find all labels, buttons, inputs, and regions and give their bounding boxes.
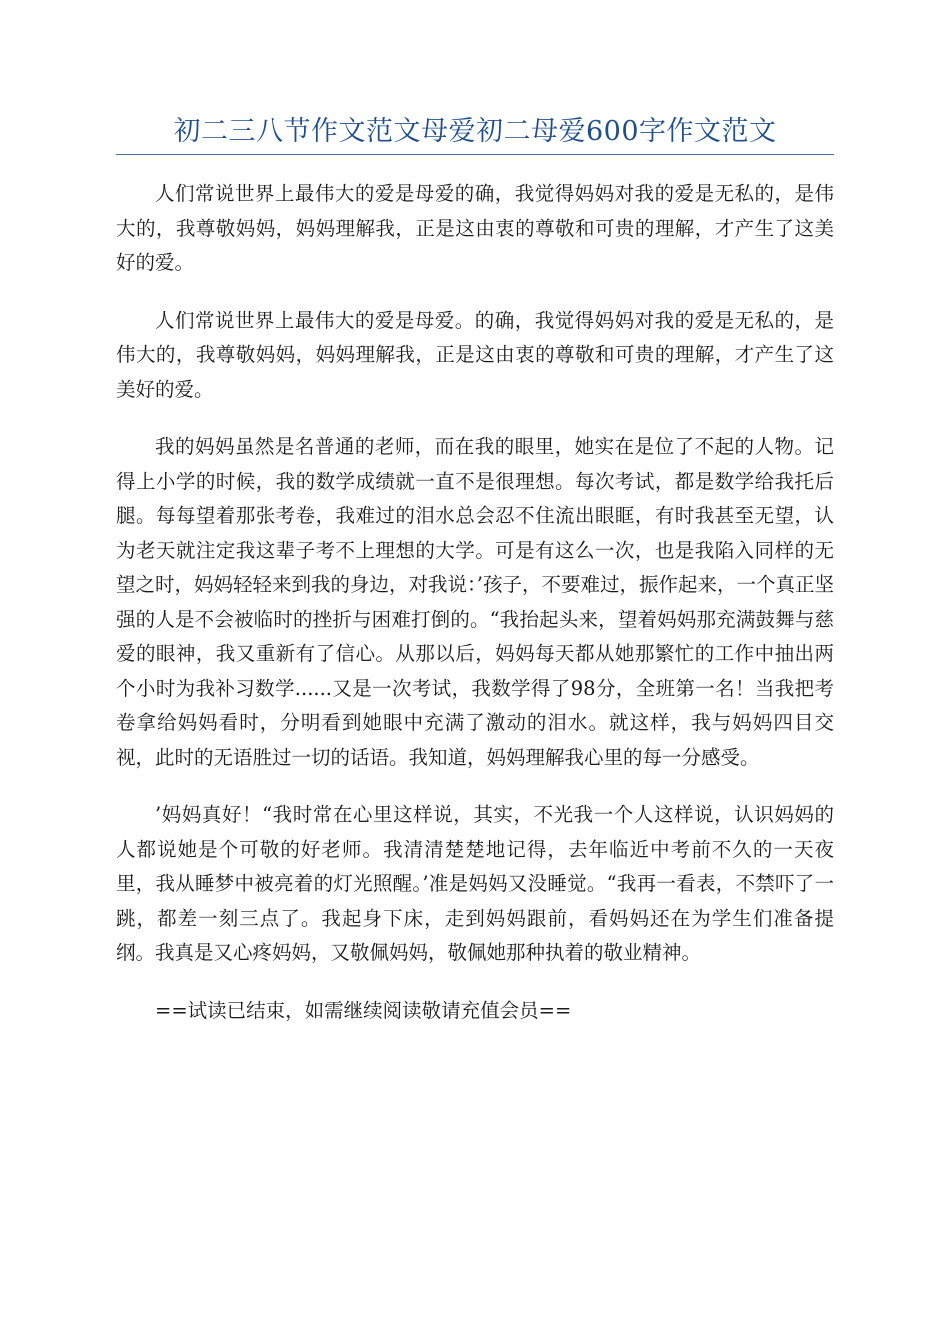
paragraph-2: 人们常说世界上最伟大的爱是母爱。的确，我觉得妈妈对我的爱是无私的，是伟大的，我尊敬妈妈，妈妈理解我，正是这由衷的尊敬和可贵的理解，才产生了这美好的爱。 [116,308,834,401]
paragraph-3: 我的妈妈虽然是名普通的老师，而在我的眼里，她实在是位了不起的人物。记得上小学的时候，我的数学成绩就一直不是很理想。每次考试，都是数学给我托后腿。每每望着那张考卷，我难过的泪水总会忍不住流出眼眶，有时我甚至无望，认为老天就注定我这辈子考不上理想的大学。可是有这么一次，也是我陷入同样的无望之时，妈妈轻轻来到我的身边，对我说：’孩子，不要难过，振作起来，一个真正坚强的人是不会被临时的挫折与困难打倒的。“我抬起头来，望着妈妈那充满鼓舞与慈爱的眼神，我又重新有了信心。从那以后，妈妈每天都从她那繁忙的工作中抽出两个小时为我补习数学......又是一次考试，我数学得了98分，全班第一名！当我把考卷拿给妈妈看时，分明看到她眼中充满了激动的泪水。就这样，我与妈妈四目交视，此时的无语胜过一切的话语。我知道，妈妈理解我心里的每一分感受。 [116,435,834,769]
trial-ended-notice: ==试读已结束，如需继续阅读敬请充值会员== [155,998,572,1022]
document-body [116,177,834,1028]
document-title: 初二三八节作文范文母爱初二母爱600字作文范文 [173,116,777,147]
paragraph-1: 人们常说世界上最伟大的爱是母爱的确，我觉得妈妈对我的爱是无私的，是伟大的，我尊敬妈妈，妈妈理解我，正是这由衷的尊敬和可贵的理解，才产生了这美好的爱。 [116,182,834,274]
title-underline [116,154,834,155]
paragraph-4: ’妈妈真好！“我时常在心里这样说，其实，不光我一个人这样说，认识妈妈的人都说她是个可敬的好老师。我清清楚楚地记得，去年临近中考前不久的一天夜里，我从睡梦中被亮着的灯光照醒。’准是妈妈又没睡觉。“我再一看表，不禁吓了一跳，都差一刻三点了。我起身下床，走到妈妈跟前，看妈妈还在为学生们准备提纲。我真是又心疼妈妈，又敬佩妈妈，敬佩她那种执着的敬业精神。 [116,803,834,964]
